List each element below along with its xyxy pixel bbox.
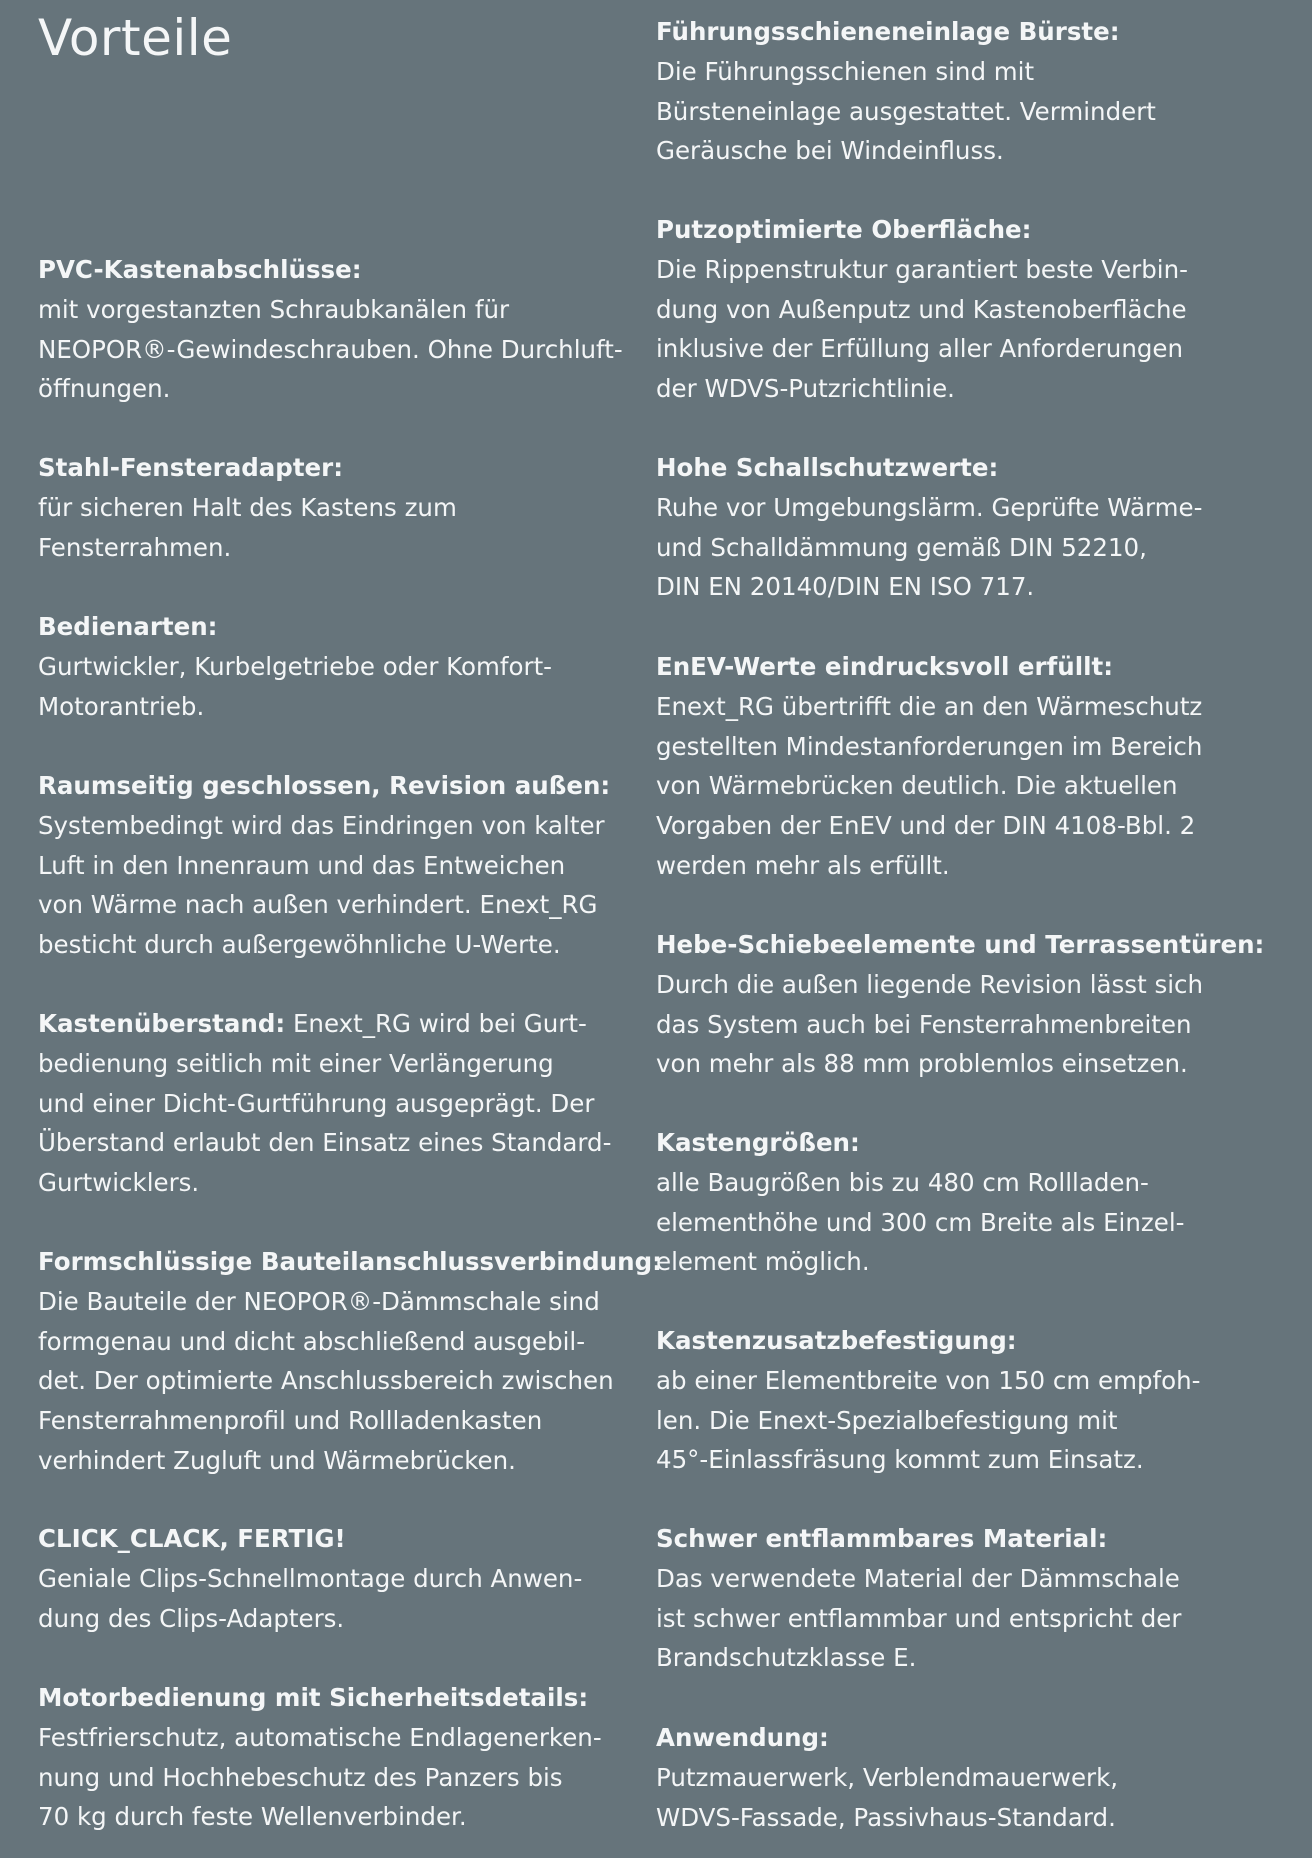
feature-text-line: Vorgaben der EnEV und der DIN 4108-Bbl. 2 — [656, 811, 1196, 841]
feature-text-line: Gurtwicklers. — [38, 1168, 200, 1198]
feature-text-line: und Schalldämmung gemäß DIN 52210, — [656, 532, 1147, 562]
feature-text-line: gestellten Mindestanforderungen im Bereich — [656, 731, 1203, 761]
feature-text-line: Luft in den Innenraum und das Entweichen — [38, 850, 566, 880]
feature-text-line: bedienung seitlich mit einer Verlängerung — [38, 1048, 554, 1078]
feature-text-line: das System auch bei Fensterrahmenbreiten — [656, 1009, 1192, 1039]
feature-text-line: für sicheren Halt des Kastens zum — [38, 492, 457, 522]
feature-text-line: der WDVS-Putzrichtlinie. — [656, 374, 955, 404]
feature-schallschutzwerte — [656, 448, 1202, 607]
feature-heading: Motorbedienung mit Sicherheitsdetails: — [38, 1683, 589, 1712]
feature-text-line: Motorantrieb. — [38, 691, 205, 721]
feature-heading: Bedienarten: — [38, 612, 218, 641]
feature-motorbedienung — [38, 1678, 602, 1837]
feature-kastengroessen — [656, 1123, 1184, 1282]
feature-heading: Kastenüberstand: — [38, 1009, 286, 1038]
feature-text-line: mit vorgestanzten Schraubkanälen für — [38, 294, 510, 324]
feature-text-line: len. Die Enext-Spezialbefestigung mit — [656, 1405, 1118, 1435]
feature-text-line: dung des Clips-Adapters. — [38, 1603, 345, 1633]
feature-bedienarten — [38, 607, 552, 726]
feature-fuehrungsschieneneinlage — [656, 12, 1156, 171]
feature-text-line: Fensterrahmenprofil und Rollladenkasten — [38, 1406, 543, 1436]
feature-text-line: werden mehr als erfüllt. — [656, 850, 950, 880]
feature-text-line: inklusive der Erfüllung aller Anforderungen — [656, 334, 1184, 364]
feature-text-line: Fensterrahmen. — [38, 532, 232, 562]
feature-text-line: Die Rippenstruktur garantiert beste Verbin- — [656, 254, 1188, 284]
feature-text-line: dung von Außenputz und Kastenoberfläche — [656, 294, 1187, 324]
feature-enev-werte — [656, 647, 1202, 886]
feature-heading: Schwer entflammbares Material: — [656, 1524, 1108, 1553]
feature-text-line: besticht durch außergewöhnliche U-Werte. — [38, 930, 561, 960]
feature-pvc-kastenabschluesse — [38, 250, 623, 409]
feature-raumseitig-geschlossen — [38, 766, 610, 965]
feature-stahl-fensteradapter — [38, 448, 457, 567]
feature-putzoptimierte-oberflaeche — [656, 210, 1188, 409]
feature-heading: CLICK_CLACK, FERTIG! — [38, 1524, 346, 1553]
feature-text-line: formgenau und dicht abschließend ausgebil- — [38, 1326, 586, 1356]
feature-heading: PVC-Kastenabschlüsse: — [38, 255, 362, 284]
feature-text-line: Brandschutzklasse E. — [656, 1643, 917, 1673]
feature-click-clack — [38, 1519, 582, 1638]
feature-text-line: Enext_RG übertrifft die an den Wärmeschutz — [656, 691, 1203, 721]
feature-text-line: Die Bauteile der NEOPOR®-Dämmschale sind — [38, 1286, 600, 1316]
feature-text-line: öffnungen. — [38, 374, 171, 404]
feature-text-line: von Wärme nach außen verhindert. Enext_RG — [38, 890, 598, 920]
feature-text-line: alle Baugrößen bis zu 480 cm Rollladen- — [656, 1167, 1149, 1197]
feature-text-line: Festfrierschutz, automatische Endlagenerken- — [38, 1722, 602, 1752]
feature-text-line: Bürsteneinlage ausgestattet. Vermindert — [656, 96, 1156, 126]
feature-heading: Putzoptimierte Oberfläche: — [656, 215, 1032, 244]
feature-text-line: WDVS-Fassade, Passivhaus-Standard. — [656, 1802, 1116, 1832]
feature-text-line: Geräusche bei Windeinfluss. — [656, 136, 1004, 166]
feature-heading: Hohe Schallschutzwerte: — [656, 453, 999, 482]
feature-inline-text: Enext_RG wird bei Gurt- — [285, 1009, 587, 1038]
feature-heading: EnEV-Werte eindrucksvoll erfüllt: — [656, 652, 1114, 681]
feature-text-line: nung und Hochhebeschutz des Panzers bis — [38, 1762, 563, 1792]
feature-text-line: und einer Dicht-Gurtführung ausgeprägt. Der — [38, 1088, 595, 1118]
feature-text-line: Die Führungsschienen sind mit — [656, 56, 1035, 86]
feature-heading: Raumseitig geschlossen, Revision außen: — [38, 771, 611, 800]
feature-text-line: 70 kg durch feste Wellenverbinder. — [38, 1802, 467, 1832]
feature-anwendung — [656, 1718, 1118, 1837]
feature-text-line: Ruhe vor Umgebungslärm. Geprüfte Wärme- — [656, 492, 1203, 522]
feature-text-line: elementhöhe und 300 cm Breite als Einzel- — [656, 1207, 1185, 1237]
feature-text-line: NEOPOR®-Gewindeschrauben. Ohne Durchluft- — [38, 334, 623, 364]
feature-heading: Hebe-Schiebeelemente und Terrassentüren: — [656, 930, 1265, 959]
feature-text-line: Geniale Clips-Schnellmontage durch Anwen- — [38, 1563, 583, 1593]
feature-text-line: 45°-Einlassfräsung kommt zum Einsatz. — [656, 1445, 1144, 1475]
feature-heading: Formschlüssige Bauteilanschlussverbindung: — [38, 1247, 662, 1276]
feature-text-line: Putzmauerwerk, Verblendmauerwerk, — [656, 1762, 1119, 1792]
feature-kastenzusatzbefestigung — [656, 1321, 1201, 1480]
feature-text-line: ab einer Elementbreite von 150 cm empfoh- — [656, 1365, 1201, 1395]
feature-text-line: von mehr als 88 mm problemlos einsetzen. — [656, 1049, 1188, 1079]
feature-heading: Kastengrößen: — [656, 1128, 860, 1157]
feature-schwer-entflammbar — [656, 1519, 1181, 1678]
feature-heading: Anwendung: — [656, 1723, 829, 1752]
feature-text-line: det. Der optimierte Anschlussbereich zwischen — [38, 1366, 614, 1396]
feature-kastenueberstand — [38, 1004, 611, 1203]
feature-text-line: Systembedingt wird das Eindringen von kalter — [38, 810, 605, 840]
feature-heading: Stahl-Fensteradapter: — [38, 453, 344, 482]
feature-text-line: ist schwer entflammbar und entspricht der — [656, 1603, 1182, 1633]
feature-text-line: DIN EN 20140/DIN EN ISO 717. — [656, 572, 1035, 602]
feature-text-line: von Wärmebrücken deutlich. Die aktuellen — [656, 771, 1178, 801]
feature-formschluessige-verbindung — [38, 1242, 662, 1481]
feature-text-line: Überstand erlaubt den Einsatz eines Standard- — [38, 1128, 612, 1158]
feature-text-line: Durch die außen liegende Revision lässt sich — [656, 969, 1204, 999]
page-title: Vorteile — [38, 9, 233, 67]
feature-heading: Kastenzusatzbefestigung: — [656, 1326, 1017, 1355]
feature-text-line: element möglich. — [656, 1247, 870, 1277]
feature-text-line: verhindert Zugluft und Wärmebrücken. — [38, 1445, 516, 1475]
feature-heading: Führungsschieneneinlage Bürste: — [656, 17, 1120, 46]
feature-text-line: Das verwendete Material der Dämmschale — [656, 1563, 1180, 1593]
feature-text-line: Gurtwickler, Kurbelgetriebe oder Komfort- — [38, 651, 553, 681]
feature-hebe-schiebeelemente — [656, 925, 1264, 1084]
